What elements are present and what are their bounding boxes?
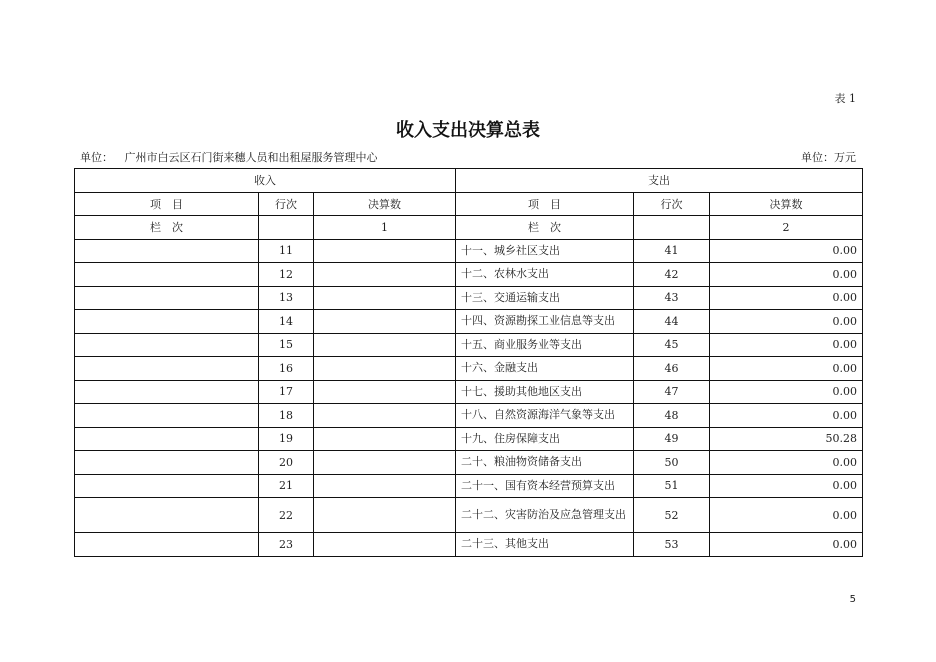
income-item	[75, 310, 259, 334]
income-item	[75, 451, 259, 475]
income-amount	[314, 474, 456, 498]
table-row	[75, 333, 863, 357]
income-item	[75, 427, 259, 451]
table-row	[75, 474, 863, 498]
income-row-no: 22	[259, 498, 314, 533]
income-amount	[314, 286, 456, 310]
table-row	[75, 286, 863, 310]
column-index-row	[75, 216, 863, 240]
income-row-no: 14	[259, 310, 314, 334]
expense-row-no: 52	[634, 498, 710, 533]
expense-row-no: 46	[634, 357, 710, 381]
income-row-no: 13	[259, 286, 314, 310]
income-amount	[314, 380, 456, 404]
table-row	[75, 451, 863, 475]
income-item	[75, 404, 259, 428]
income-amount	[314, 263, 456, 287]
expense-amount-header: 决算数	[710, 192, 863, 216]
expense-item: 十八、自然资源海洋气象等支出	[456, 404, 634, 428]
expense-section-header: 支出	[456, 169, 863, 193]
currency-unit: 单位：万元	[801, 151, 856, 164]
expense-row-no: 53	[634, 533, 710, 557]
table-row	[75, 357, 863, 381]
expense-item: 十六、金融支出	[456, 357, 634, 381]
page-number: 5	[849, 594, 856, 605]
expense-amount: 0.00	[710, 404, 863, 428]
expense-amount: 0.00	[710, 357, 863, 381]
expense-row-no: 48	[634, 404, 710, 428]
expense-item: 十九、住房保障支出	[456, 427, 634, 451]
expense-item: 二十、粮油物资储备支出	[456, 451, 634, 475]
income-amount	[314, 310, 456, 334]
income-amount	[314, 357, 456, 381]
expense-item: 十五、商业服务业等支出	[456, 333, 634, 357]
expense-amount: 0.00	[710, 263, 863, 287]
expense-amount: 0.00	[710, 451, 863, 475]
unit-label: 单位：	[80, 151, 113, 164]
table-row	[75, 310, 863, 334]
income-amount	[314, 533, 456, 557]
expense-item: 二十一、国有资本经营预算支出	[456, 474, 634, 498]
income-item-header: 项 目	[75, 192, 259, 216]
table-row	[75, 533, 863, 557]
income-section-header: 收入	[75, 169, 456, 193]
table-row	[75, 427, 863, 451]
expense-index-label: 栏 次	[456, 216, 634, 240]
expense-amount: 0.00	[710, 239, 863, 263]
income-row-no: 21	[259, 474, 314, 498]
income-amount	[314, 427, 456, 451]
income-item	[75, 239, 259, 263]
expense-amount: 0.00	[710, 533, 863, 557]
income-index-value: 1	[314, 216, 456, 240]
income-item	[75, 498, 259, 533]
table-row	[75, 380, 863, 404]
income-amount	[314, 239, 456, 263]
expense-amount: 0.00	[710, 310, 863, 334]
expense-row-no: 45	[634, 333, 710, 357]
unit-organization: 广州市白云区石门街来穗人员和出租屋服务管理中心	[124, 151, 378, 164]
expense-amount: 50.28	[710, 427, 863, 451]
expense-row-no: 51	[634, 474, 710, 498]
income-amount	[314, 498, 456, 533]
expense-row-no: 44	[634, 310, 710, 334]
expense-amount: 0.00	[710, 286, 863, 310]
income-index-label: 栏 次	[75, 216, 259, 240]
income-item	[75, 533, 259, 557]
income-amount	[314, 404, 456, 428]
reporting-unit	[80, 149, 378, 165]
expense-row-no: 42	[634, 263, 710, 287]
expense-item: 十三、交通运输支出	[456, 286, 634, 310]
table-number: 表 1	[834, 92, 856, 105]
expense-row-no: 50	[634, 451, 710, 475]
table-row	[75, 239, 863, 263]
income-item	[75, 286, 259, 310]
expense-item: 十二、农林水支出	[456, 263, 634, 287]
expense-row-no: 43	[634, 286, 710, 310]
income-row-no: 16	[259, 357, 314, 381]
table-row	[75, 404, 863, 428]
income-amount	[314, 451, 456, 475]
expense-item: 十七、援助其他地区支出	[456, 380, 634, 404]
income-row-no: 15	[259, 333, 314, 357]
income-expense-table	[74, 168, 863, 557]
table-row	[75, 498, 863, 533]
expense-item-header: 项 目	[456, 192, 634, 216]
income-item	[75, 380, 259, 404]
expense-row-no: 41	[634, 239, 710, 263]
income-index-empty	[259, 216, 314, 240]
expense-item: 二十三、其他支出	[456, 533, 634, 557]
income-row-no: 18	[259, 404, 314, 428]
income-amount-header: 决算数	[314, 192, 456, 216]
expense-row-no: 49	[634, 427, 710, 451]
expense-amount: 0.00	[710, 474, 863, 498]
income-item	[75, 357, 259, 381]
expense-item: 十一、城乡社区支出	[456, 239, 634, 263]
expense-index-empty	[634, 216, 710, 240]
income-item	[75, 263, 259, 287]
income-amount	[314, 333, 456, 357]
expense-amount: 0.00	[710, 333, 863, 357]
income-row-no: 12	[259, 263, 314, 287]
income-row-no: 17	[259, 380, 314, 404]
income-row-no: 19	[259, 427, 314, 451]
expense-index-value: 2	[710, 216, 863, 240]
expense-item: 二十二、灾害防治及应急管理支出	[456, 498, 634, 533]
section-header-row	[75, 169, 863, 193]
expense-row-no-header: 行次	[634, 192, 710, 216]
income-item	[75, 333, 259, 357]
table-row	[75, 263, 863, 287]
expense-item: 十四、资源勘探工业信息等支出	[456, 310, 634, 334]
column-header-row	[75, 192, 863, 216]
income-row-no: 23	[259, 533, 314, 557]
income-item	[75, 474, 259, 498]
income-row-no: 11	[259, 239, 314, 263]
expense-amount: 0.00	[710, 498, 863, 533]
income-row-no: 20	[259, 451, 314, 475]
expense-row-no: 47	[634, 380, 710, 404]
expense-amount: 0.00	[710, 380, 863, 404]
page-title: 收入支出决算总表	[396, 120, 540, 141]
income-row-no-header: 行次	[259, 192, 314, 216]
